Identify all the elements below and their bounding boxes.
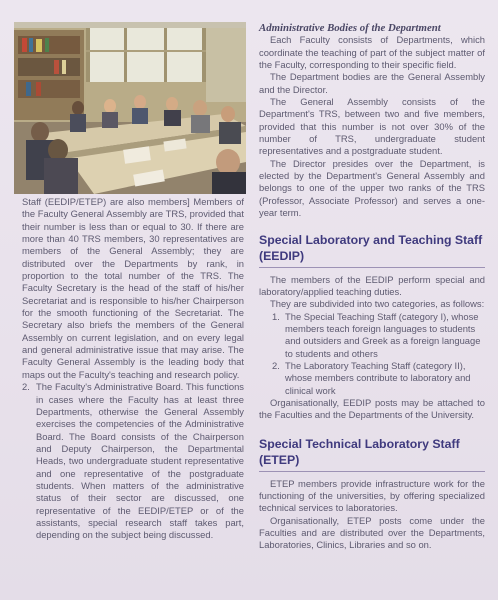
administrative-board-text: The Faculty's Administrative Board. This functions in cases where the Faculty has at least three Departments, otherwise the General Assembly exercises the competencies of the Administrative Board. The Board consists of the Chairperson and Deputy Chairperson, the Departmental Heads, two undergraduate student representative and one representative of the postgraduate students. When matters of the administrative status of their sector are discussed, one representative of the EEDIP/ETEP or of the assistants, special research staff takes part, depending on the subject being discussed. xyxy=(36,381,244,541)
admin-paragraph: The Department bodies are the General Assembly and the Director. xyxy=(259,71,485,95)
eedip-heading: Special Laboratory and Teaching Staff (EEDIP) xyxy=(259,232,483,263)
list-number: 1. xyxy=(272,310,280,322)
list-number: 2. xyxy=(22,381,30,393)
list-item xyxy=(259,360,485,397)
section-divider xyxy=(259,471,485,472)
list-item xyxy=(259,311,485,360)
etep-heading: Special Technical Laboratory Staff (ETEP) xyxy=(259,436,460,467)
left-column xyxy=(22,196,244,542)
faculty-assembly-paragraph: Staff (EEDIP/ETEP) are also members] Members of the Faculty General Assembly are TRS, provided that their number is less than or equal to 30. If there are more than 40 TRS members, 30 representatives are members of the General Assembly; they are distributed over the Departments by rank, in proportion to the total number of the TRS. The Faculty Secretary is the head of the staff of his/her Secretariat and is responsible to his/her Chairperson for the smooth functioning of the Secretariat. The Secretary also briefs the members of the General Assembly on current legislation, and on every legal and general administrative issue that may arise. The Faculty General Assembly is the leading body that maps out the Faculty's teaching and research policy. xyxy=(22,196,244,380)
eedip-paragraph: They are subdivided into two categories, as follows: xyxy=(270,298,485,310)
list-item-text: The Laboratory Teaching Staff (category II), whose members contribute to laboratory and clinical work xyxy=(285,359,471,396)
etep-paragraph: Organisationally, ETEP posts come under the Faculties and are distributed over the Departments, Laboratories, Clinics, Libraries and so on. xyxy=(259,514,485,551)
admin-paragraph: The Director presides over the Department, is elected by the Department's General Assembly and belongs to one of the upper two ranks of the TRS (Professor, Associate Professor) and serves a one-year term. xyxy=(259,157,485,219)
right-column xyxy=(259,22,485,552)
section-divider xyxy=(259,267,485,268)
eedip-paragraph: The members of the EEDIP perform special and laboratory/applied teaching duties. xyxy=(259,273,485,297)
administrative-board-item xyxy=(22,381,244,541)
list-number: 2. xyxy=(272,359,280,371)
meeting-room-photo xyxy=(14,22,246,194)
eedip-paragraph: Organisationally, EEDIP posts may be attached to the Faculties and the Departments of the University. xyxy=(259,396,485,421)
admin-bodies-heading: Administrative Bodies of the Department xyxy=(259,22,441,34)
admin-paragraph: Each Faculty consists of Departments, which coordinate the teaching of part of the subject matter of the Faculty, corresponding to their specific field. xyxy=(259,34,485,71)
etep-paragraph: ETEP members provide infrastructure work for the functioning of the universities, by offering specialized technical services to laboratories. xyxy=(259,477,485,514)
list-item-text: The Special Teaching Staff (category I), whose members teach foreign languages to students and outsiders and Greek as a foreign language to students and others xyxy=(285,310,481,359)
admin-paragraph: The General Assembly consists of the Department's TRS, between two and five members, provided that this number is not over 30% of the number of TRS, undergraduate student representatives and a postgraduate student. xyxy=(259,96,485,157)
